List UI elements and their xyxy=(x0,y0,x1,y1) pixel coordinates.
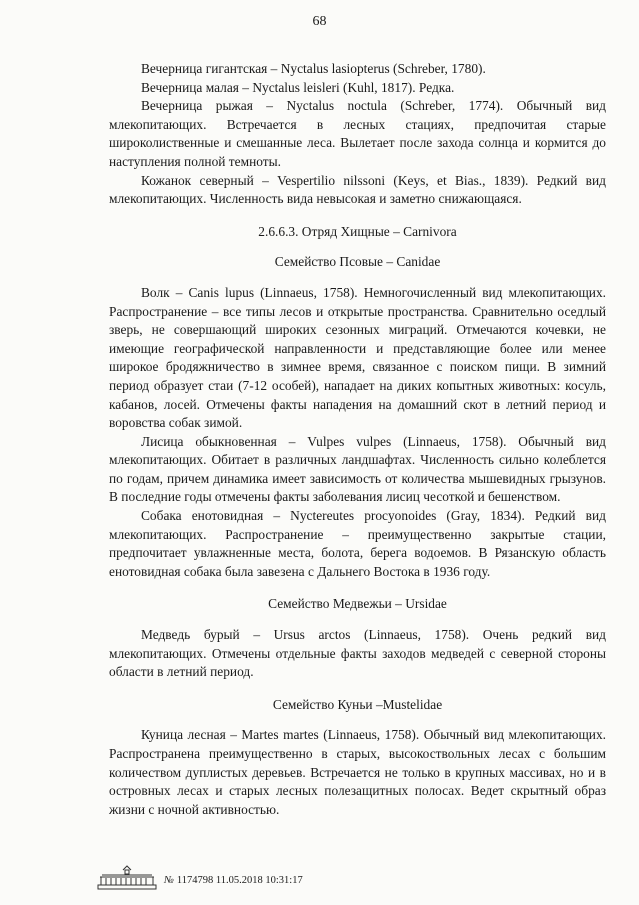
species-paragraph: Волк – Canis lupus (Linnaeus, 1758). Немногочисленный вид млекопитающих. Распространение – все типы лесов и открытые пространства. Сравнительно оседлый зверь, не совершающий широких сезонных миграций. Отмечаются кочевки, не имеющие географической направленности и представляющие более или менее широкое бродяжничество в зимнее время, связанное с поиском пищи. В зимний период образует стаи (7-12 особей), нападает на диких копытных животных: косуль, кабанов, лосей. Отмечены факты нападения на домашний скот в летний период и воровства собак зимой. xyxy=(109,284,606,431)
species-paragraph: Лисица обыкновенная – Vulpes vulpes (Linnaeus, 1758). Обычный вид млекопитающих. Обитает в различных ландшафтах. Численность сильно колеблется по годам, причем динамика имеет зависимость от количества мышевидных грызунов. В последние годы отмечены факты заболевания лисиц чесоткой и бешенством. xyxy=(109,433,606,505)
document-body xyxy=(109,60,606,819)
document-stamp xyxy=(164,875,303,887)
order-heading: 2.6.6.3. Отряд Хищные – Carnivora xyxy=(258,223,457,239)
species-paragraph: Медведь бурый – Ursus arctos (Linnaeus, 1758). Очень редкий вид млекопитающих. Отмечены отдельные факты заходов медведей с северной стороны области в летний период. xyxy=(109,627,606,680)
document-number-mark: № xyxy=(164,875,174,886)
species-paragraph: Собака енотовидная – Nyctereutes procyonoides (Gray, 1834). Редкий вид млекопитающих. Распространение – преимущественно закрытые стации, предпочитает увлажненные места, болота, берега водоемов. В Рязанскую область енотовидная собака была завезена с Дальнего Востока в 1936 году. xyxy=(109,508,606,579)
species-paragraph: Кожанок северный – Vespertilio nilssoni (Keys, et Bias., 1839). Редкий вид млекопитающих. Численность вида невысокая и заметно снижающаяся. xyxy=(109,172,606,207)
species-paragraph: Вечерница гигантская – Nyctalus lasiopterus (Schreber, 1780). xyxy=(141,61,486,76)
page-number: 68 xyxy=(312,14,327,29)
government-building-logo-icon xyxy=(96,864,158,890)
document-stamp-text: 1174798 11.05.2018 10:31:17 xyxy=(176,875,303,886)
species-paragraph: Вечерница рыжая – Nyctalus noctula (Schreber, 1774). Обычный вид млекопитающих. Встречается в лесных стациях, предпочитая старые широколиственные и смешанные леса. Вылетает после захода солнца и кормится до наступления полной темноты. xyxy=(109,98,606,169)
family-heading-mustelidae: Семейство Куньи –Mustelidae xyxy=(272,696,443,712)
species-paragraph: Вечерница малая – Nyctalus leisleri (Kuhl, 1817). Редка. xyxy=(141,79,455,95)
family-heading-ursidae: Семейство Медвежьи – Ursidae xyxy=(268,596,447,612)
document-footer xyxy=(96,862,303,890)
species-paragraph: Куница лесная – Martes martes (Linnaeus, 1758). Обычный вид млекопитающих. Распространена преимущественно в старых, высокоствольных лесах с большим количеством дуплистых деревьев. Встречается не только в крупных массивах, но и в островных лесах и старых лесных полезащитных полосах. Ведет скрытный образ жизни с ночной активностью. xyxy=(109,727,606,817)
family-heading-canidae: Семейство Псовые – Canidae xyxy=(274,254,441,270)
